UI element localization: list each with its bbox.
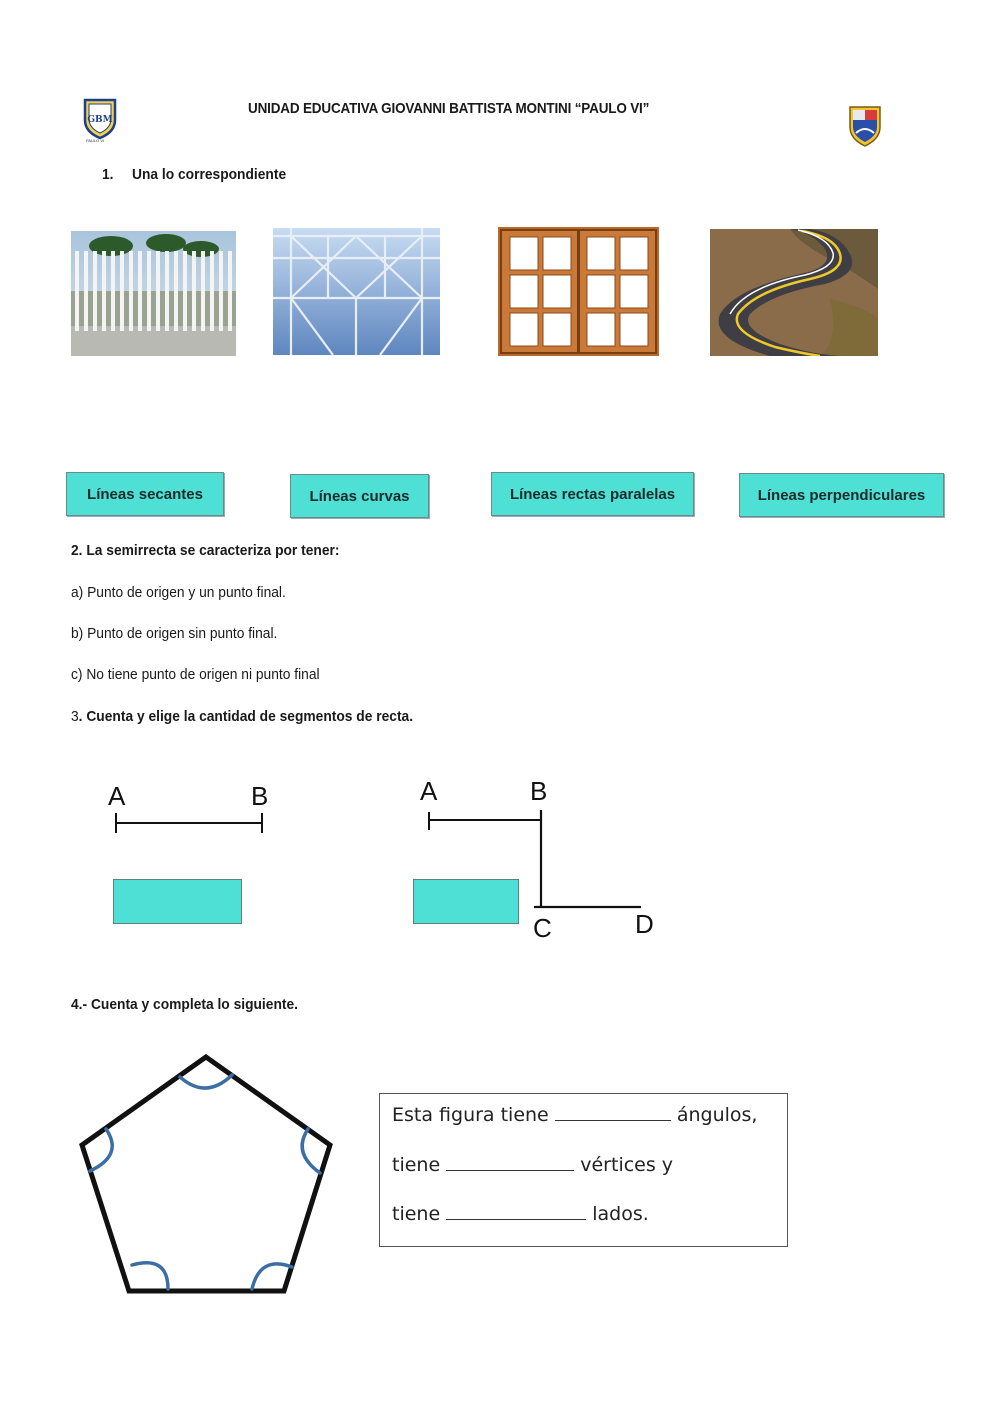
point-label-b: B: [251, 781, 269, 811]
q4-title: 4.- Cuenta y completa lo siguiente.: [71, 996, 298, 1013]
point-label-a: A: [108, 781, 126, 811]
q2-option-a[interactable]: a) Punto de origen y un punto final.: [71, 584, 286, 601]
label-lineas-curvas[interactable]: Líneas curvas: [290, 474, 429, 518]
q4-line-sides: tiene lados.: [392, 1203, 649, 1225]
angles-blank[interactable]: [555, 1102, 671, 1121]
fence-photo[interactable]: [71, 231, 236, 356]
label-lineas-secantes[interactable]: Líneas secantes: [66, 472, 224, 516]
angle-arc-top: [180, 1075, 232, 1088]
q2-title: 2. La semirrecta se caracteriza por tener:: [71, 542, 340, 559]
school-crest-right: [848, 103, 882, 147]
q1-number: 1.: [102, 166, 114, 183]
pentagon-figure: [70, 1045, 350, 1305]
point-label-c: C: [533, 913, 552, 943]
point-label-a: A: [420, 776, 438, 806]
q3-title: 3. Cuenta y elige la cantidad de segmentos de recta.: [71, 708, 414, 725]
steel-glass-structure-photo[interactable]: [273, 228, 440, 355]
q3-answer-box-1[interactable]: [113, 879, 242, 924]
curved-road-photo[interactable]: [710, 229, 878, 356]
segment-ab-figure: [100, 775, 280, 840]
vertices-blank[interactable]: [446, 1152, 574, 1171]
q4-fill-in-box: [379, 1093, 788, 1247]
point-label-d: D: [635, 909, 654, 939]
angle-arc-bottom-left: [132, 1263, 168, 1289]
label-lineas-rectas-paralelas[interactable]: Líneas rectas paralelas: [491, 472, 694, 516]
q4-line-angles: Esta figura tiene ángulos,: [392, 1104, 758, 1126]
label-lineas-perpendiculares[interactable]: Líneas perpendiculares: [739, 473, 944, 517]
school-name-title: UNIDAD EDUCATIVA GIOVANNI BATTISTA MONTINI “PAULO VI”: [248, 100, 650, 117]
q2-option-c[interactable]: c) No tiene punto de origen ni punto final: [71, 666, 320, 683]
q1-title: Una lo correspondiente: [132, 166, 287, 183]
wooden-window-photo[interactable]: [498, 227, 659, 356]
sides-blank[interactable]: [446, 1201, 586, 1220]
school-logo-left: GBM PAULO VI: [82, 98, 118, 140]
q4-line-vertices: tiene vértices y: [392, 1154, 674, 1176]
point-label-b: B: [530, 776, 548, 806]
q2-option-b[interactable]: b) Punto de origen sin punto final.: [71, 625, 278, 642]
svg-text:GBM: GBM: [87, 115, 113, 125]
q3-answer-box-2[interactable]: [413, 879, 519, 924]
